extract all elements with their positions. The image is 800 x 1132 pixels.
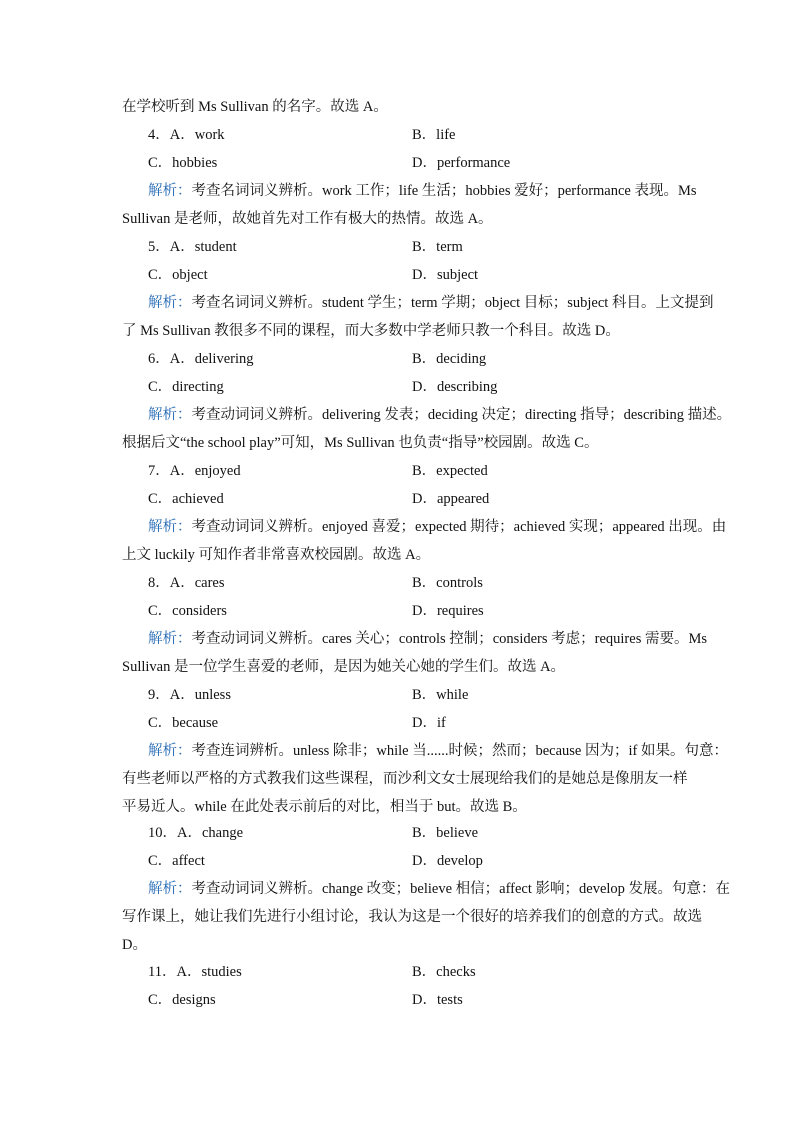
option-c: C．object xyxy=(148,267,208,283)
option-b: B．controls xyxy=(412,575,483,591)
question-number: 7． xyxy=(148,463,170,479)
option-a: 11．A．studies xyxy=(148,964,242,980)
explanation-line: 解析：考查动词词义辨析。change 改变；believe 相信；affect 影响；develop 发展。句意：在 xyxy=(148,881,731,897)
analysis-label: 解析： xyxy=(148,743,192,759)
option-c: C．considers xyxy=(148,603,227,619)
option-d: D．performance xyxy=(412,155,511,171)
option-d: D．requires xyxy=(412,603,484,619)
explanation-line: Sullivan 是一位学生喜爱的老师，是因为她关心她的学生们。故选 A。 xyxy=(122,659,566,675)
explanation-line: D。 xyxy=(122,937,147,953)
explanation-line: 有些老师以严格的方式教我们这些课程，而沙利文女士展现给我们的是她总是像朋友一样 xyxy=(122,771,688,787)
explanation-line: 解析：考查动词词义辨析。cares 关心；controls 控制；considers 考虑；requires 需要。Ms xyxy=(148,631,707,647)
explanation-line: 了 Ms Sullivan 教很多不同的课程，而大多数中学老师只教一个科目。故选 D。 xyxy=(122,323,620,339)
option-c: C．designs xyxy=(148,992,216,1008)
option-b: B．checks xyxy=(412,964,476,980)
explanation-line: 解析：考查连词辨析。unless 除非；while 当......时候；然而；because 因为；if 如果。句意： xyxy=(148,743,728,759)
option-a: 5．A．student xyxy=(148,239,237,255)
option-b: B．while xyxy=(412,687,469,703)
explanation-line: 解析：考查名词词义辨析。work 工作；life 生活；hobbies 爱好；performance 表现。Ms xyxy=(148,183,697,199)
option-a: 9．A．unless xyxy=(148,687,231,703)
question-number: 6． xyxy=(148,351,170,367)
option-a: 10．A．change xyxy=(148,825,244,841)
option-c: C．directing xyxy=(148,379,224,395)
option-a: 8．A．cares xyxy=(148,575,225,591)
explanation-line: Sullivan 是老师，故她首先对工作有极大的热情。故选 A。 xyxy=(122,211,493,227)
option-d: D．appeared xyxy=(412,491,490,507)
explanation-line: 解析：考查动词词义辨析。enjoyed 喜爱；expected 期待；achieved 实现；appeared 出现。由 xyxy=(148,519,727,535)
analysis-label: 解析： xyxy=(148,519,192,535)
question-number: 4． xyxy=(148,127,170,143)
option-d: D．describing xyxy=(412,379,498,395)
option-a: 7．A．enjoyed xyxy=(148,463,241,479)
option-b: B．term xyxy=(412,239,463,255)
option-b: B．expected xyxy=(412,463,488,479)
question-number: 9． xyxy=(148,687,170,703)
option-b: B．believe xyxy=(412,825,479,841)
question-number: 5． xyxy=(148,239,170,255)
option-d: D．tests xyxy=(412,992,463,1008)
analysis-label: 解析： xyxy=(148,631,192,647)
analysis-label: 解析： xyxy=(148,407,192,423)
option-a: 6．A．delivering xyxy=(148,351,254,367)
option-d: D．if xyxy=(412,715,446,731)
analysis-label: 解析： xyxy=(148,295,192,311)
question-number: 8． xyxy=(148,575,170,591)
question-number: 10． xyxy=(148,825,177,841)
question-number: 11． xyxy=(148,964,177,980)
explanation-line: 解析：考查名词词义辨析。student 学生；term 学期；object 目标；subject 科目。上文提到 xyxy=(148,295,714,311)
intro-line: 在学校听到 Ms Sullivan 的名字。故选 A。 xyxy=(122,99,388,115)
option-b: B．life xyxy=(412,127,456,143)
explanation-line: 平易近人。while 在此处表示前后的对比，相当于 but。故选 B。 xyxy=(122,799,527,815)
analysis-label: 解析： xyxy=(148,183,192,199)
analysis-label: 解析： xyxy=(148,881,192,897)
option-d: D．develop xyxy=(412,853,483,869)
option-c: C．achieved xyxy=(148,491,224,507)
explanation-line: 上文 luckily 可知作者非常喜欢校园剧。故选 A。 xyxy=(122,547,431,563)
option-d: D．subject xyxy=(412,267,479,283)
explanation-line: 解析：考查动词词义辨析。delivering 发表；deciding 决定；directing 指导；describing 描述。 xyxy=(148,407,732,423)
option-c: C．hobbies xyxy=(148,155,218,171)
option-b: B．deciding xyxy=(412,351,487,367)
explanation-line: 根据后文“the school play”可知，Ms Sullivan 也负责“指导”校园剧。故选 C。 xyxy=(122,435,599,451)
explanation-line: 写作课上，她让我们先进行小组讨论，我认为这是一个很好的培养我们的创意的方式。故选 xyxy=(122,909,702,925)
option-c: C．affect xyxy=(148,853,205,869)
option-a: 4．A．work xyxy=(148,127,225,143)
option-c: C．because xyxy=(148,715,219,731)
